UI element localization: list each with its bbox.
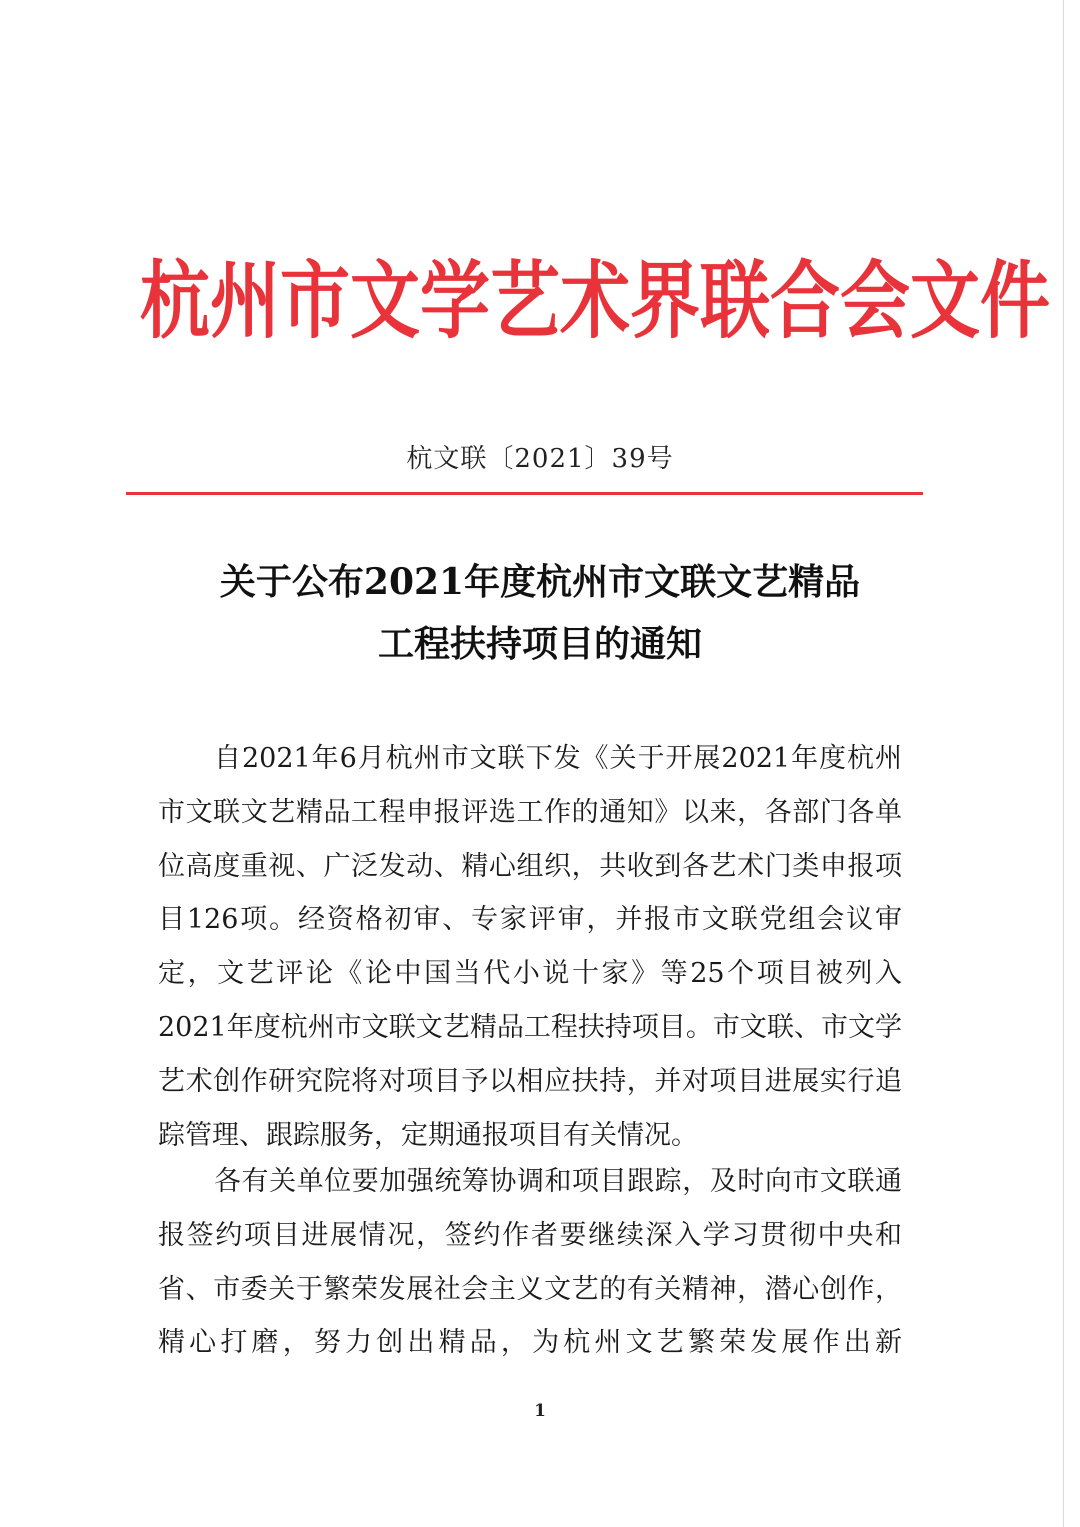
masthead-char: 术 — [560, 251, 630, 351]
masthead-char: 杭 — [140, 251, 210, 351]
masthead-char: 会 — [840, 251, 910, 351]
page-edge-line — [1063, 0, 1064, 1527]
document-number: 杭文联〔2021〕39号 — [406, 444, 674, 474]
masthead-char: 件 — [980, 251, 1050, 351]
page-number: 1 — [534, 1401, 546, 1421]
masthead-char: 州 — [210, 251, 280, 351]
masthead-char: 市 — [280, 251, 350, 351]
masthead-char: 文 — [910, 251, 980, 351]
masthead-title — [140, 246, 1050, 356]
red-divider — [126, 492, 923, 495]
masthead-char: 合 — [770, 251, 840, 351]
notice-title-line2: 工程扶持项目的通知 — [377, 623, 702, 665]
masthead-char: 学 — [420, 251, 490, 351]
masthead-char: 文 — [350, 251, 420, 351]
body-paragraph-1: 自2021年6月杭州市文联下发《关于开展2021年度杭州市文联文艺精品工程申报评选工作的通知》以来，各部门各单位高度重视、广泛发动、精心组织，共收到各艺术门类申报项目126项。经资格初审、专家评审，并报市文联党组会议审定，文艺评论《论中国当代小说十家》等25个项目被列入2021年度杭州市文联文艺精品工程扶持项目。市文联、市文学艺术创作研究院将对项目予以相应扶持，并对项目进展实行追踪管理、跟踪服务，定期通报项目有关情况。 — [158, 743, 902, 1151]
masthead-char: 联 — [700, 251, 770, 351]
masthead-char: 界 — [630, 251, 700, 351]
body-paragraph-2: 各有关单位要加强统筹协调和项目跟踪，及时向市文联通报签约项目进展情况，签约作者要继续深入学习贯彻中央和省、市委关于繁荣发展社会主义文艺的有关精神，潜心创作，精心打磨，努力创出精品，为杭州文艺繁荣发展作出新 — [158, 1166, 902, 1359]
masthead-char: 艺 — [490, 251, 560, 351]
notice-title-line1: 关于公布2021年度杭州市文联文艺精品 — [219, 561, 861, 603]
